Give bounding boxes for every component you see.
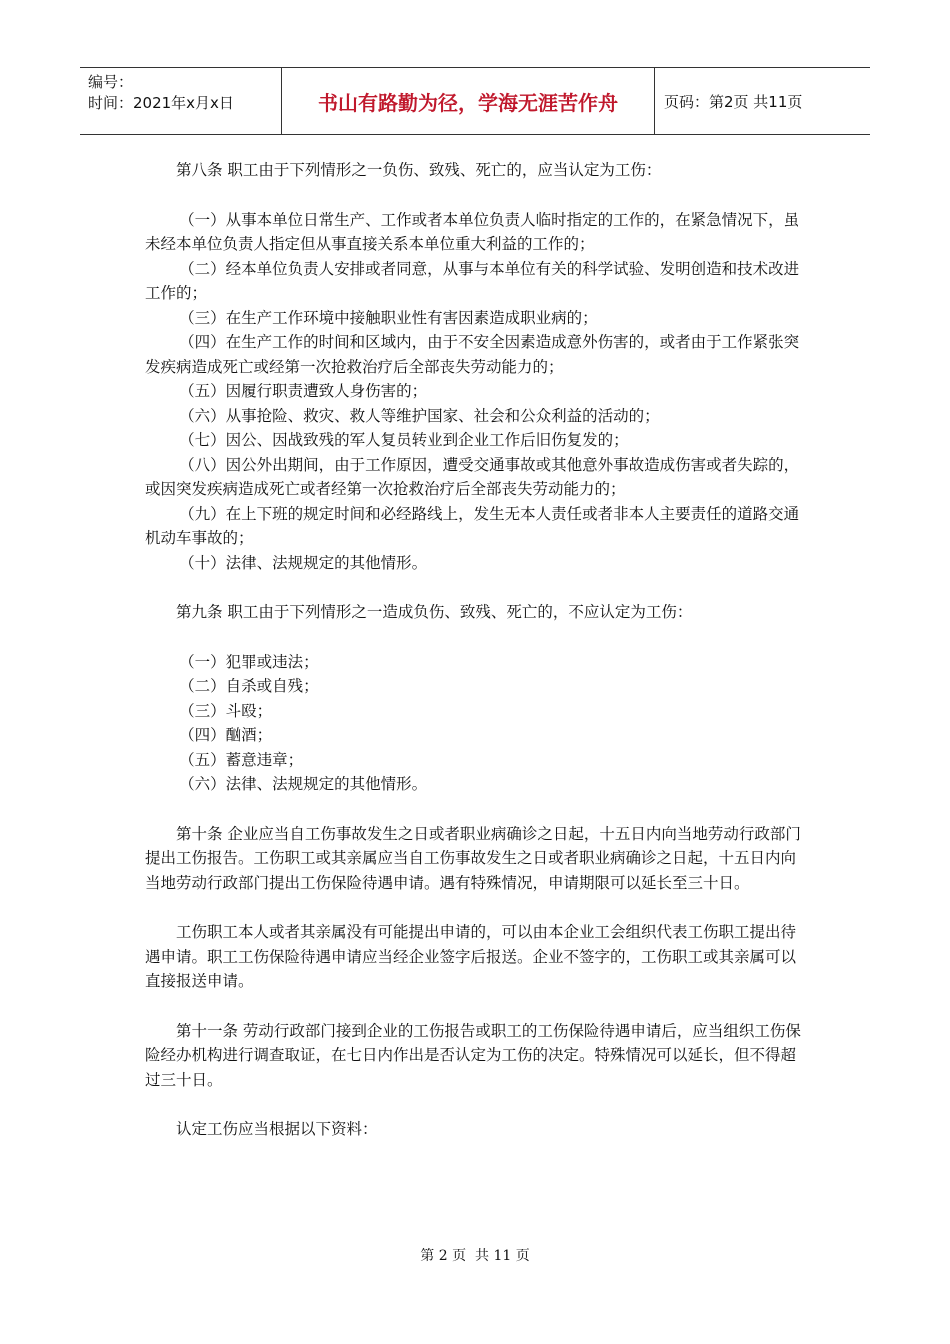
document-body (145, 158, 805, 1142)
article-8-item: （六）从事抢险、救灾、救人等维护国家、社会和公众利益的活动的； (179, 406, 660, 425)
article-10-paragraph: 第十条 企业应当自工伤事故发生之日或者职业病确诊之日起，十五日内向当地劳动行政部门提出工伤报告。工伤职工或其亲属应当自工伤事故发生之日或者职业病确诊之日起，十五日内向当地劳动行政部门提出工伤保险待遇申请。遇有特殊情况，申请期限可以延长至三十日。 (145, 824, 801, 892)
header-page-info: 页码：第2页 共11页 (664, 92, 803, 111)
page-footer: 第 2 页 共 11 页 (420, 1248, 530, 1264)
article-8-item: （七）因公、因战致残的军人复员转业到企业工作后旧伤复发的； (179, 431, 629, 449)
article-9-item: （二）自杀或自残； (179, 677, 319, 695)
header-meta (88, 72, 278, 114)
article-8-item: （一）从事本单位日常生产、工作或者本单位负责人临时指定的工作的，在紧急情况下，虽未经本单位负责人指定但从事直接关系本单位重大利益的工作的； (145, 210, 800, 253)
page-header (80, 67, 870, 135)
document-number: 编号： (88, 73, 134, 91)
article-8-item: （三）在生产工作环境中接触职业性有害因素造成职业病的； (179, 308, 598, 327)
article-9-item: （三）斗殴； (179, 701, 273, 720)
article-8-item: （九）在上下班的规定时间和必经路线上，发生无本人责任或者非本人主要责任的道路交通机动车事故的； (145, 504, 800, 547)
article-9-title: 第九条 职工由于下列情形之一造成负伤、致残、死亡的，不应认定为工伤： (176, 603, 693, 621)
article-9-item: （四）酗酒； (179, 726, 273, 744)
article-8-item: （八）因公外出期间，由于工作原因，遭受交通事故或其他意外事故造成伤害或者失踪的，或因突发疾病造成死亡或者经第一次抢救治疗后全部丧失劳动能力的； (145, 455, 800, 498)
article-8-item: （五）因履行职责遭致人身伤害的； (179, 382, 428, 400)
article-11-paragraph: 认定工伤应当根据以下资料： (176, 1120, 378, 1138)
document-date: 时间：2021年x月x日 (88, 94, 234, 112)
article-9-item: （五）蓄意违章； (179, 750, 304, 769)
article-8-item: （十）法律、法规规定的其他情形。 (179, 553, 428, 572)
article-9-item: （六）法律、法规规定的其他情形。 (179, 775, 428, 793)
article-8-item: （二）经本单位负责人安排或者同意，从事与本单位有关的科学试验、发明创造和技术改进工作的； (145, 259, 800, 302)
article-8-item: （四）在生产工作的时间和区域内，由于不安全因素造成意外伤害的，或者由于工作紧张突发疾病造成死亡或经第一次抢救治疗后全部丧失劳动能力的； (145, 333, 800, 376)
article-8-title: 第八条 职工由于下列情形之一负伤、致残、死亡的，应当认定为工伤： (176, 161, 662, 179)
header-motto: 书山有路勤为径，学海无涯苦作舟 (281, 68, 655, 134)
article-9-item: （一）犯罪或违法； (179, 652, 319, 671)
article-10-paragraph: 工伤职工本人或者其亲属没有可能提出申请的，可以由本企业工会组织代表工伤职工提出待遇申请。职工工伤保险待遇申请应当经企业签字后报送。企业不签字的，工伤职工或其亲属可以直接报送申请。 (145, 923, 797, 990)
article-11-paragraph: 第十一条 劳动行政部门接到企业的工伤报告或职工的工伤保险待遇申请后，应当组织工伤保险经办机构进行调查取证，在七日内作出是否认定为工伤的决定。特殊情况可以延长，但不得超过三十日。 (145, 1021, 801, 1089)
